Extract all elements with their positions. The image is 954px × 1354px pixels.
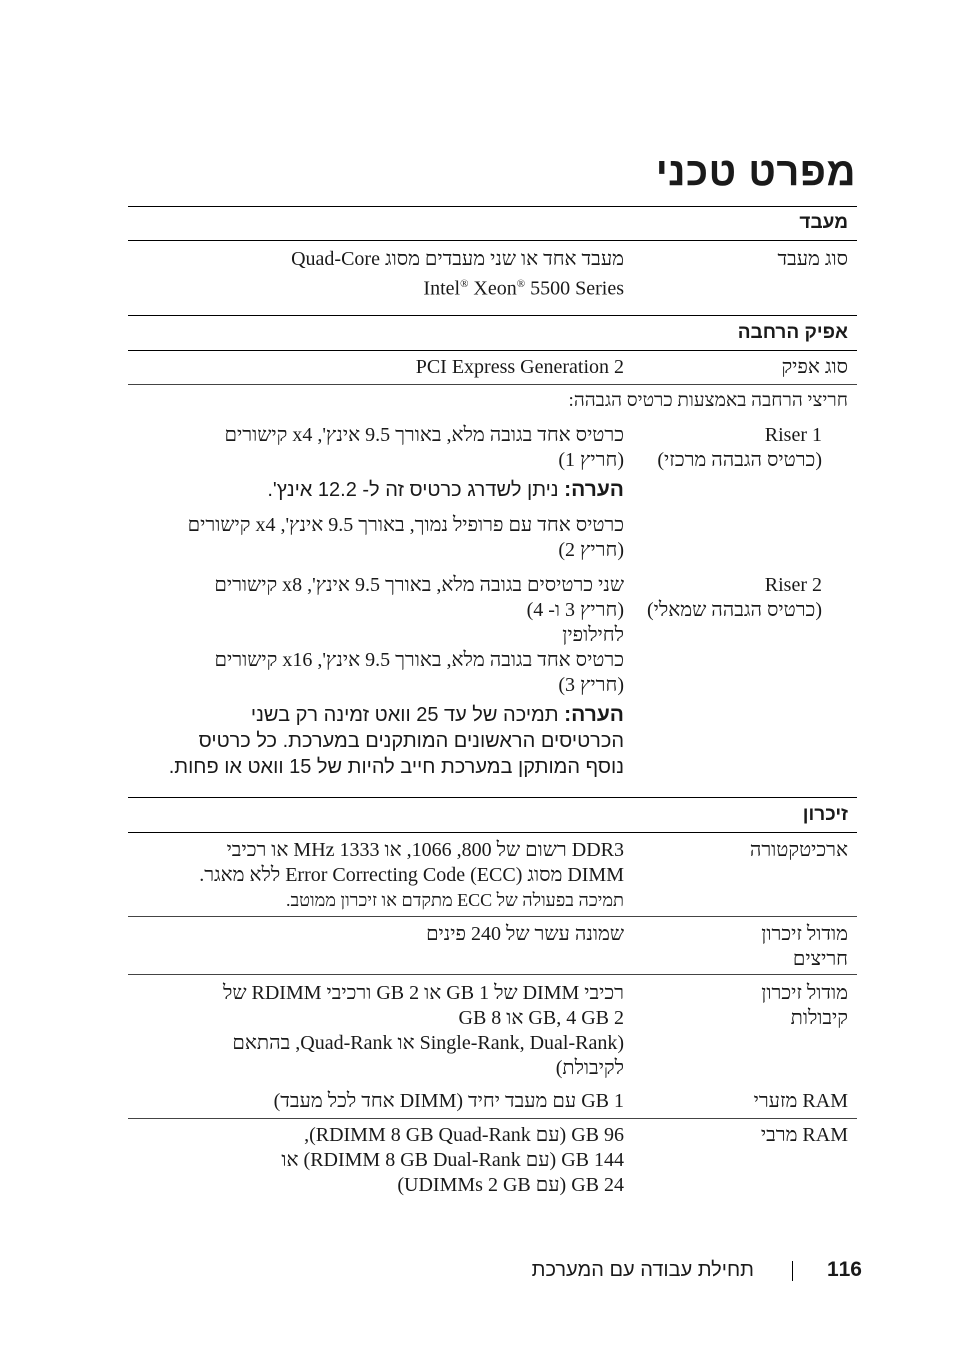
memory-slots-label <box>643 922 848 972</box>
text-line: רכיבי DIMM של 1 GB או 2 GB ורכיבי RDIMM של <box>222 982 624 1004</box>
text-line: Riser 2 <box>764 574 822 596</box>
page-footer <box>532 1258 862 1282</box>
text-line: Riser 1 <box>764 424 822 446</box>
text-line: תמיכה בפעולה של ECC מתקדם או זיכרון ממוטב. <box>285 890 624 910</box>
riser2-label <box>617 573 822 623</box>
divider <box>128 974 857 975</box>
text-line: שני כרטיסים בגובה מלא, באורך 9.5 אינץ', x8 קישורים <box>214 574 624 596</box>
note-label: הערה: <box>564 478 624 501</box>
text-line: חריצים <box>792 948 848 970</box>
min-ram-value: 1 GB עם מעבד יחיד (DIMM אחד לכל מעבד) <box>273 1090 624 1112</box>
riser1-slot1 <box>124 423 624 473</box>
max-ram-value <box>124 1123 624 1198</box>
text-line: כרטיס אחד עם פרופיל נמוך, באורך 9.5 אינץ', x4 קישורים <box>187 514 624 536</box>
divider <box>128 384 857 385</box>
text-line <box>64 702 624 728</box>
section-heading-expansion: אפיק הרחבה <box>737 322 848 343</box>
note-text: ניתן לשדרג כרטיס זה ל- 12.2 אינץ'. <box>267 479 559 501</box>
divider <box>128 797 857 798</box>
divider <box>128 350 857 351</box>
note-label: הערה: <box>564 703 624 726</box>
text-line: לחילופין <box>562 624 624 646</box>
text-line: כרטיס אחד בגובה מלא, באורך 9.5 אינץ', x16 קישורים <box>214 649 624 671</box>
chapter-title: תחילת עבודה עם המערכת <box>531 1259 754 1281</box>
text-line: כרטיס אחד בגובה מלא, באורך 9.5 אינץ', x4 קישורים <box>224 424 624 446</box>
architecture-label: ארכיטקטורה <box>749 839 848 861</box>
text-line: DDR3 רשום של 800, 1066, או 1333 MHz או רכיבי <box>226 839 624 861</box>
riser1-label <box>617 423 822 473</box>
text-line: (חריץ 1) <box>558 449 624 471</box>
riser1-slot2 <box>124 513 624 563</box>
text-line: (חריץ 3 ו- 4) <box>526 599 624 621</box>
footer-separator <box>792 1261 793 1281</box>
text-line: מודול זיכרון <box>761 923 848 945</box>
memory-slots-value: שמונה עשר של 240 פינים <box>426 923 624 945</box>
text-line: לקיבולת) <box>555 1057 624 1079</box>
divider <box>128 240 857 241</box>
text-line: (כרטיס הגבהה מרכזי) <box>657 449 822 471</box>
text-line: (חריץ 3) <box>558 674 624 696</box>
page-title: מפרט טכני <box>655 150 856 194</box>
text-line: 2 GB, 4 GB או 8 GB <box>458 1007 624 1029</box>
divider <box>128 832 857 833</box>
note-text: תמיכה של עד 25 וואט זמינה רק בשני <box>250 704 559 726</box>
text-line: Intel® Xeon® 5500 Series <box>423 277 624 300</box>
max-ram-label: RAM מרבי <box>760 1124 848 1146</box>
processor-type-label: סוג מעבד <box>777 248 848 270</box>
memory-capacity-label <box>643 981 848 1031</box>
memory-capacity-value <box>124 981 624 1081</box>
text-line: מודול זיכרון <box>761 982 848 1004</box>
text-line: DIMM מסוג Error Correcting Code (ECC) ללא מאגר. <box>199 864 624 886</box>
divider <box>128 916 857 917</box>
text-line: 144 GB (עם RDIMM 8 GB Dual-Rank) או <box>281 1149 624 1171</box>
text-line: (חריץ 2) <box>558 539 624 561</box>
riser2-note <box>64 702 624 780</box>
divider <box>128 206 857 207</box>
bus-type-label: סוג אפיק <box>781 356 848 378</box>
architecture-value <box>124 838 624 913</box>
bus-type-value: PCI Express Generation 2 <box>415 356 624 378</box>
expansion-slots-intro: חריצי הרחבה באמצעות כרטיס הגבהה: <box>568 390 848 411</box>
text-line: (כרטיס הגבהה שמאלי) <box>647 599 822 621</box>
processor-type-value <box>124 247 624 302</box>
text-line: (Single-Rank, Dual-Rank או Quad-Rank, בהתאם <box>232 1032 624 1054</box>
min-ram-label: RAM מזערי <box>753 1090 848 1112</box>
divider <box>128 1118 857 1119</box>
section-heading-memory: זיכרון <box>802 804 848 825</box>
divider <box>128 315 857 316</box>
riser1-note <box>124 477 624 503</box>
text-line: נוסף המותקן במערכת חייב להיות של 15 וואט או פחות. <box>168 756 624 778</box>
text-line: הכרטיסים הראשונים המותקנים במערכת. כל כרטיס <box>198 730 624 752</box>
text-line: 24 GB (עם UDIMMs 2 GB) <box>397 1174 624 1196</box>
text-line: קיבולות <box>790 1007 848 1029</box>
text-line: 96 GB (עם RDIMM 8 GB Quad-Rank), <box>304 1124 624 1146</box>
text-line: מעבד אחד או שני מעבדים מסוג Quad-Core <box>291 248 624 270</box>
page-number: 116 <box>826 1258 862 1281</box>
riser2-slots34 <box>124 573 624 698</box>
section-heading-processor: מעבד <box>799 212 848 233</box>
